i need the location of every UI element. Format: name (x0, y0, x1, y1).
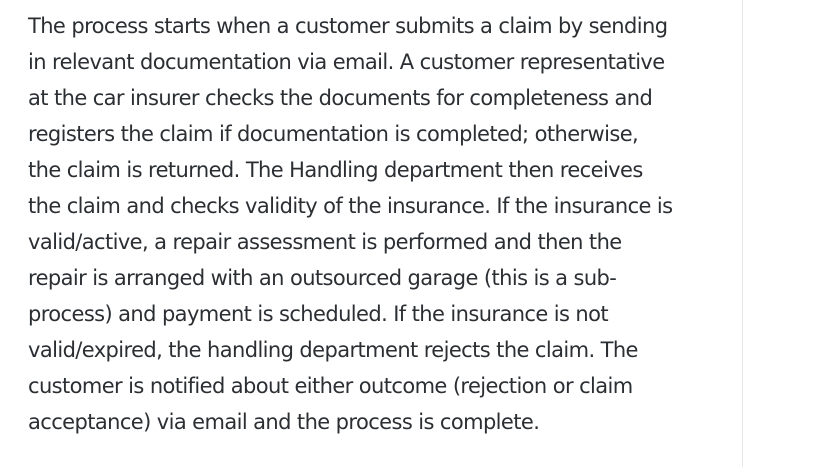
paragraph-line: The process starts when a customer submits a claim by sending (28, 14, 668, 38)
paragraph-line: repair is arranged with an outsourced garage (this is a sub- (28, 266, 617, 290)
paragraph-line: the claim and checks validity of the insurance. If the insurance is (28, 194, 673, 218)
process-description-paragraph (28, 8, 728, 440)
paragraph-line: acceptance) via email and the process is complete. (28, 410, 540, 434)
paragraph-line: process) and payment is scheduled. If the insurance is not (28, 302, 609, 326)
paragraph-line: customer is notified about either outcome (rejection or claim (28, 374, 633, 398)
paragraph-line: registers the claim if documentation is completed; otherwise, (28, 122, 639, 146)
paragraph-line: valid/expired, the handling department rejects the claim. The (28, 338, 638, 362)
side-panel (743, 0, 814, 467)
paragraph-line: in relevant documentation via email. A customer representative (28, 50, 665, 74)
paragraph-line: valid/active, a repair assessment is performed and then the (28, 230, 622, 254)
paragraph-line: at the car insurer checks the documents for completeness and (28, 86, 653, 110)
paragraph-line: the claim is returned. The Handling department then receives (28, 158, 643, 182)
